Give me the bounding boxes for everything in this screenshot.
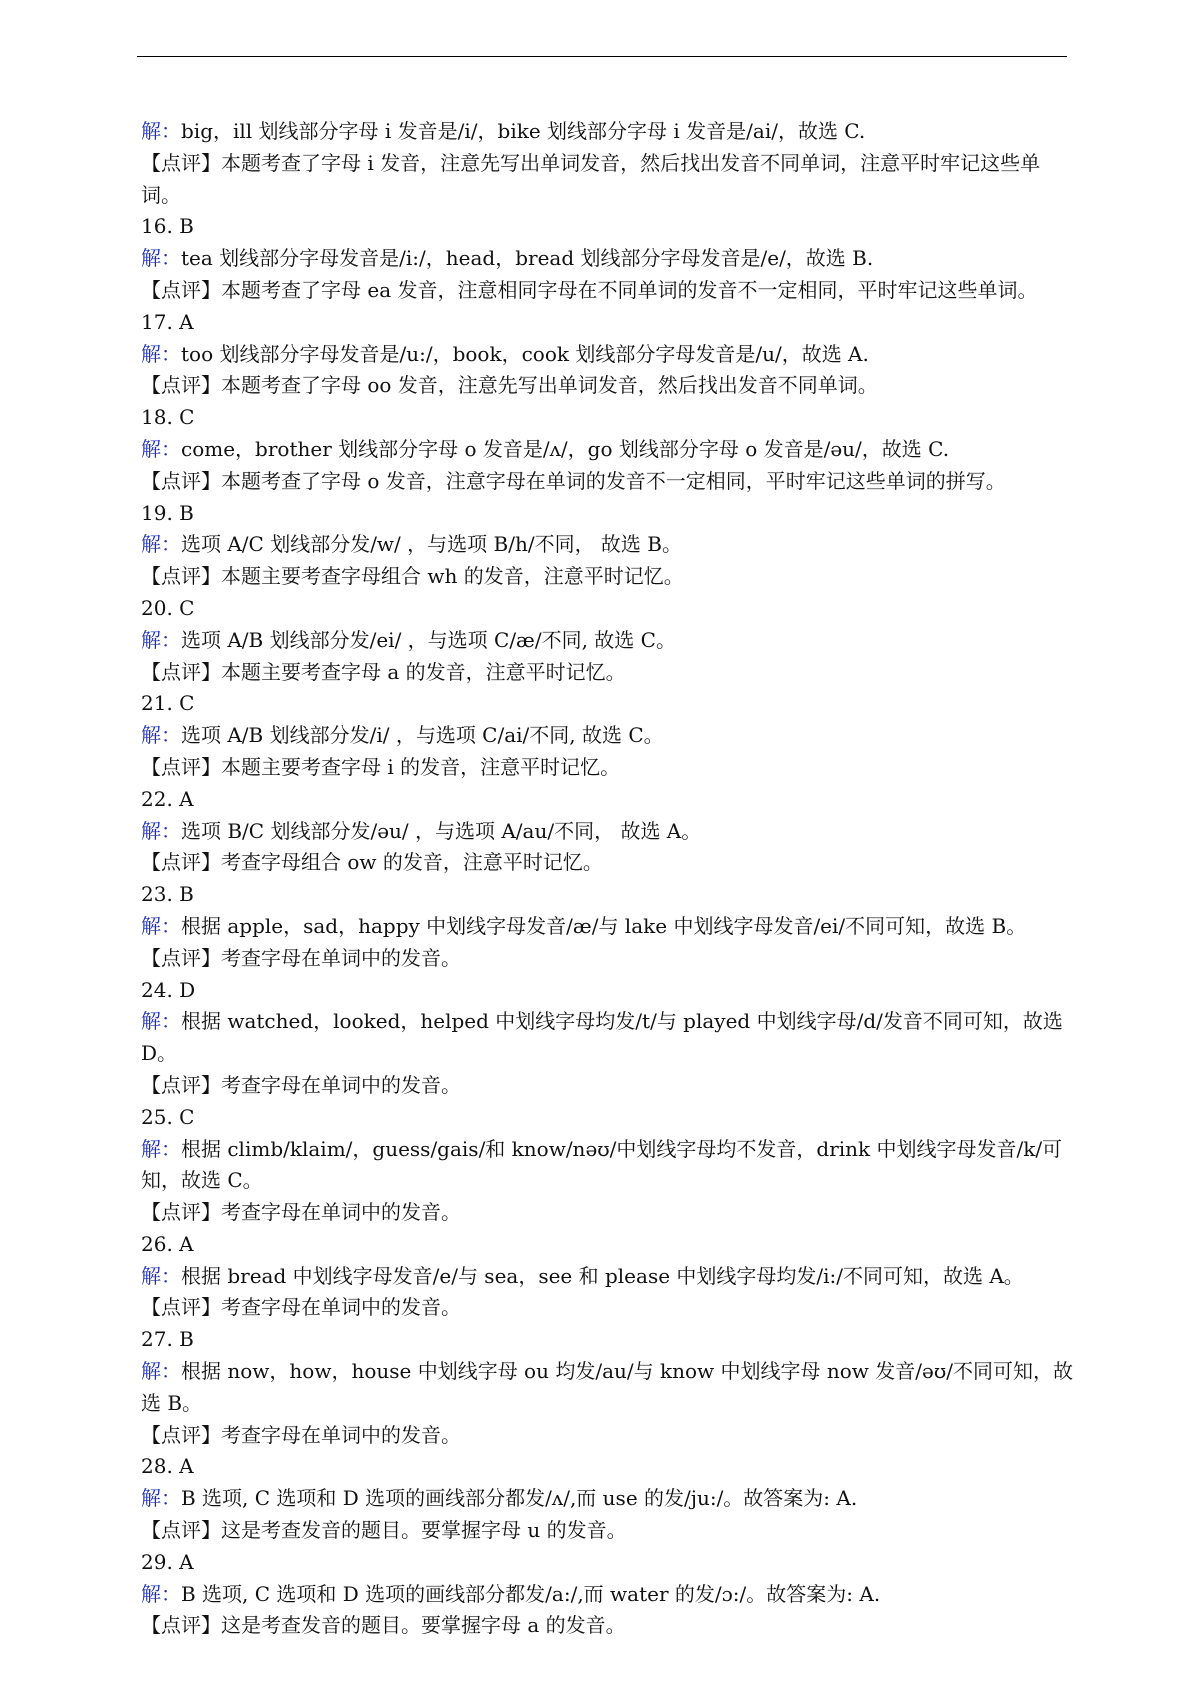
answer-analysis (141, 1134, 1076, 1198)
comment-label: 【点评】 (141, 1518, 221, 1543)
answer-item (141, 593, 1076, 688)
answer-item (141, 688, 1076, 783)
answer-item (141, 1229, 1076, 1324)
answer-analysis (141, 720, 1076, 752)
answer-comment (141, 1292, 1076, 1324)
comment-text: 本题考查了字母 ea 发音，注意相同字母在不同单词的发音不一定相同，平时牢记这些单词。 (221, 277, 1038, 302)
answer-analysis (141, 1261, 1076, 1293)
analysis-text: big，ill 划线部分字母 i 发音是/i/，bike 划线部分字母 i 发音是/ai/，故选 C. (181, 119, 866, 143)
answer-item (141, 211, 1076, 306)
analysis-text: 根据 watched，looked，helped 中划线字母均发/t/与 played 中划线字母/d/发音不同可知，故选 D。 (141, 1009, 1063, 1066)
answer-number: 17. A (141, 309, 194, 334)
analysis-label: 解： (141, 1136, 181, 1161)
answer-analysis (141, 243, 1076, 275)
comment-text: 本题主要考查字母组合 wh 的发音，注意平时记忆。 (221, 564, 684, 589)
comment-text: 本题考查了字母 i 发音，注意先写出单词发音，然后找出发音不同单词，注意平时牢记这些单词。 (141, 150, 1041, 207)
answer-number: 16. B (141, 214, 194, 239)
answer-number: 29. A (141, 1549, 194, 1574)
answer-items (141, 211, 1076, 1642)
answer-item (141, 402, 1076, 497)
comment-text: 考查字母在单词中的发音。 (221, 1295, 461, 1320)
answer-comment (141, 561, 1076, 593)
comment-text: 考查字母在单词中的发音。 (221, 945, 461, 970)
analysis-label: 解： (141, 1009, 181, 1034)
analysis-text: 根据 now，how，house 中划线字母 ou 均发/au/与 know 中划线字母 now 发音/əʊ/不同可知，故选 B。 (141, 1359, 1073, 1415)
analysis-text: tea 划线部分字母发音是/i:/，head，bread 划线部分字母发音是/e/，故选 B. (181, 246, 874, 271)
analysis-text: 选项 B/C 划线部分发/əu/ ，与选项 A/au/不同， 故选 A。 (181, 818, 702, 843)
comment-label: 【点评】 (141, 659, 221, 684)
answer-comment (141, 847, 1076, 879)
analysis-text: 选项 A/C 划线部分发/w/ ，与选项 B/h/不同， 故选 B。 (181, 532, 682, 557)
answer-item (141, 1547, 1076, 1642)
answer-item (141, 1451, 1076, 1546)
comment-label: 【点评】 (141, 1072, 221, 1097)
analysis-label: 解： (141, 818, 181, 843)
analysis-label: 解： (141, 246, 181, 271)
comment-text: 本题考查了字母 oo 发音，注意先写出单词发音，然后找出发音不同单词。 (221, 373, 878, 398)
analysis-label: 解： (141, 341, 181, 366)
comment-text: 考查字母组合 ow 的发音，注意平时记忆。 (221, 850, 603, 875)
answer-number: 26. A (141, 1231, 194, 1256)
answer-analysis (141, 529, 1076, 561)
answer-analysis (141, 1006, 1076, 1070)
comment-label: 【点评】 (141, 150, 221, 175)
analysis-text: 根据 apple，sad，happy 中划线字母发音/æ/与 lake 中划线字母发音/ei/不同可知，故选 B。 (181, 913, 1027, 938)
analysis-label: 解： (141, 1359, 181, 1384)
comment-text: 本题考查了字母 o 发音，注意字母在单词的发音不一定相同，平时牢记这些单词的拼写。 (221, 468, 1006, 493)
comment-text: 考查字母在单词中的发音。 (221, 1422, 461, 1447)
comment-label: 【点评】 (141, 850, 221, 875)
answer-number: 19. B (141, 500, 194, 525)
answer-analysis (141, 911, 1076, 943)
analysis-text: B 选项, C 选项和 D 选项的画线部分都发/ʌ/,而 use 的发/ju:/。故答案为: A. (181, 1486, 858, 1511)
answer-number: 24. D (141, 977, 196, 1002)
answer-number: 22. A (141, 786, 194, 811)
answer-item (141, 879, 1076, 974)
answer-comment (141, 1070, 1076, 1102)
answer-number: 18. C (141, 405, 195, 430)
answer-number: 21. C (141, 691, 195, 716)
answer-comment (141, 1197, 1076, 1229)
comment-label: 【点评】 (141, 1200, 221, 1225)
comment-text: 这是考查发音的题目。要掌握字母 u 的发音。 (221, 1518, 627, 1543)
analysis-text: 根据 bread 中划线字母发音/e/与 sea，see 和 please 中划线字母均发/i:/不同可知，故选 A。 (181, 1263, 1024, 1288)
answer-analysis (141, 1483, 1076, 1515)
comment-text: 考查字母在单词中的发音。 (221, 1200, 461, 1225)
answer-item (141, 1324, 1076, 1451)
analysis-text: 选项 A/B 划线部分发/i/ ，与选项 C/ai/不同, 故选 C。 (181, 723, 664, 748)
answer-comment (141, 1420, 1076, 1452)
analysis-label: 解： (141, 532, 181, 557)
answer-item (141, 498, 1076, 593)
answer-comment (141, 466, 1076, 498)
comment-label: 【点评】 (141, 754, 221, 779)
answer-comment (141, 943, 1076, 975)
answer-analysis (141, 625, 1076, 657)
comment-label: 【点评】 (141, 1613, 221, 1638)
answer-comment (141, 1515, 1076, 1547)
answer-number: 25. C (141, 1104, 195, 1129)
answer-analysis (141, 1356, 1076, 1420)
answer-comment (141, 752, 1076, 784)
answer-number: 20. C (141, 595, 195, 620)
answer-analysis (141, 816, 1076, 848)
lead-analysis (141, 116, 1076, 148)
lead-comment (141, 148, 1076, 212)
comment-label: 【点评】 (141, 373, 221, 398)
analysis-label: 解： (141, 1263, 181, 1288)
analysis-text: 选项 A/B 划线部分发/ei/ ，与选项 C/æ/不同, 故选 C。 (181, 627, 676, 652)
answer-item (141, 1102, 1076, 1229)
answer-number: 27. B (141, 1327, 194, 1352)
header-rule (137, 56, 1067, 57)
comment-label: 【点评】 (141, 945, 221, 970)
answer-analysis (141, 1579, 1076, 1611)
comment-text: 本题主要考查字母 i 的发音，注意平时记忆。 (221, 754, 621, 779)
analysis-text: 根据 climb/klaim/，guess/gais/和 know/nəʊ/中划线字母均不发音，drink 中划线字母发音/k/可知，故选 C。 (141, 1136, 1063, 1193)
answer-item (141, 307, 1076, 402)
analysis-label: 解： (141, 627, 181, 652)
comment-label: 【点评】 (141, 277, 221, 302)
answer-analysis (141, 339, 1076, 371)
answer-key-content (141, 116, 1076, 1642)
comment-text: 考查字母在单词中的发音。 (221, 1072, 461, 1097)
answer-item (141, 784, 1076, 879)
answer-comment (141, 275, 1076, 307)
analysis-text: too 划线部分字母发音是/u:/，book，cook 划线部分字母发音是/u/，故选 A. (181, 341, 869, 366)
answer-number: 28. A (141, 1454, 194, 1479)
comment-label: 【点评】 (141, 468, 221, 493)
answer-comment (141, 1610, 1076, 1642)
analysis-label: 解： (141, 1581, 181, 1606)
analysis-label: 解： (141, 436, 181, 461)
analysis-label: 解： (141, 913, 181, 938)
answer-comment (141, 370, 1076, 402)
comment-label: 【点评】 (141, 1295, 221, 1320)
comment-text: 这是考查发音的题目。要掌握字母 a 的发音。 (221, 1613, 626, 1638)
answer-item (141, 975, 1076, 1102)
analysis-text: come，brother 划线部分字母 o 发音是/ʌ/，go 划线部分字母 o 发音是/əu/，故选 C. (181, 436, 950, 461)
analysis-label: 解： (141, 1486, 181, 1511)
comment-text: 本题主要考查字母 a 的发音，注意平时记忆。 (221, 659, 626, 684)
analysis-text: B 选项, C 选项和 D 选项的画线部分都发/a:/,而 water 的发/ɔ:/。故答案为: A. (181, 1581, 881, 1606)
comment-label: 【点评】 (141, 564, 221, 589)
answer-comment (141, 657, 1076, 689)
comment-label: 【点评】 (141, 1422, 221, 1447)
analysis-label: 解： (141, 119, 181, 143)
answer-analysis (141, 434, 1076, 466)
answer-number: 23. B (141, 882, 194, 907)
analysis-label: 解： (141, 723, 181, 748)
